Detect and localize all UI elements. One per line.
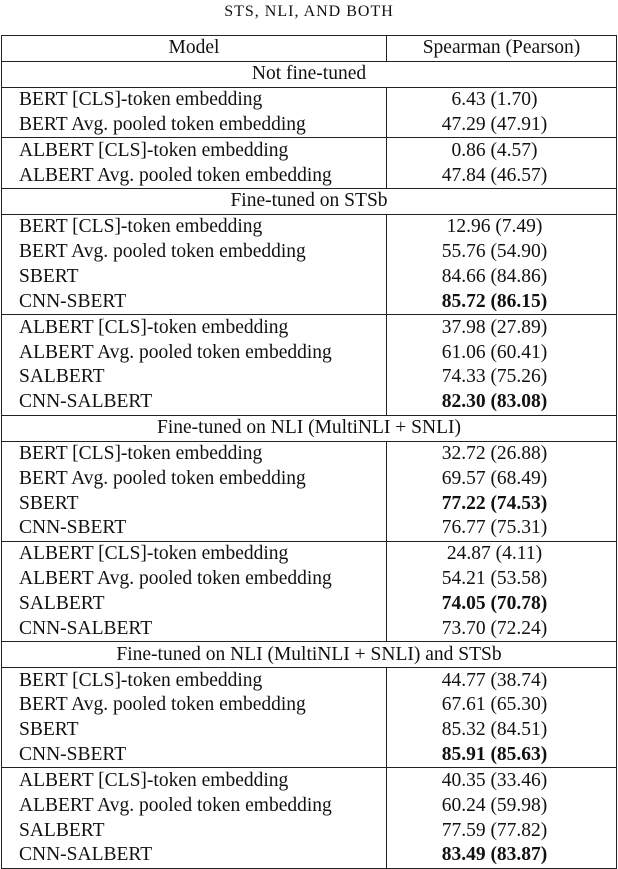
table-row [2, 793, 617, 818]
score-value: 82.30 (83.08) [387, 390, 617, 415]
table-row [2, 768, 617, 793]
score-value: 47.29 (47.91) [387, 113, 617, 138]
table-row [2, 441, 617, 466]
model-name: ALBERT Avg. pooled token embedding [2, 567, 387, 592]
table-row [2, 289, 617, 314]
table-row [2, 693, 617, 718]
table-row [2, 541, 617, 566]
score-value: 37.98 (27.89) [387, 315, 617, 340]
score-value: 84.66 (84.86) [387, 265, 617, 290]
model-name: BERT [CLS]-token embedding [2, 441, 387, 466]
table-row [2, 567, 617, 592]
score-value: 69.57 (68.49) [387, 466, 617, 491]
table-row [2, 491, 617, 516]
score-value: 73.70 (72.24) [387, 616, 617, 641]
score-value: 40.35 (33.46) [387, 768, 617, 793]
table-row [2, 315, 617, 340]
model-name: SBERT [2, 265, 387, 290]
score-value: 60.24 (59.98) [387, 793, 617, 818]
model-name: CNN-SALBERT [2, 390, 387, 415]
table-row [2, 163, 617, 188]
model-name: CNN-SALBERT [2, 616, 387, 641]
model-name: ALBERT Avg. pooled token embedding [2, 163, 387, 188]
model-name: BERT [CLS]-token embedding [2, 87, 387, 112]
table-row [2, 668, 617, 693]
table-row [2, 265, 617, 290]
table-row [2, 365, 617, 390]
score-value: 83.49 (83.87) [387, 843, 617, 868]
score-value: 76.77 (75.31) [387, 516, 617, 541]
section-title: Fine-tuned on NLI (MultiNLI + SNLI) [2, 415, 617, 441]
table-row [2, 390, 617, 415]
header-model: Model [2, 36, 387, 62]
score-value: 74.05 (70.78) [387, 592, 617, 617]
model-name: BERT [CLS]-token embedding [2, 214, 387, 239]
header-row [2, 36, 617, 62]
table-row [2, 516, 617, 541]
table-row [2, 138, 617, 163]
model-name: BERT [CLS]-token embedding [2, 668, 387, 693]
section-header-row [2, 61, 617, 87]
model-name: CNN-SBERT [2, 743, 387, 768]
table-row [2, 113, 617, 138]
model-name: ALBERT [CLS]-token embedding [2, 315, 387, 340]
table-row [2, 240, 617, 265]
table-row [2, 340, 617, 365]
table-caption: STS, NLI, AND BOTH [224, 3, 394, 20]
table-row [2, 843, 617, 868]
model-name: ALBERT [CLS]-token embedding [2, 768, 387, 793]
score-value: 0.86 (4.57) [387, 138, 617, 163]
model-name: BERT Avg. pooled token embedding [2, 693, 387, 718]
model-name: SALBERT [2, 365, 387, 390]
model-name: SALBERT [2, 592, 387, 617]
score-value: 67.61 (65.30) [387, 693, 617, 718]
model-name: ALBERT [CLS]-token embedding [2, 541, 387, 566]
score-value: 6.43 (1.70) [387, 87, 617, 112]
table-row [2, 616, 617, 641]
table-row [2, 718, 617, 743]
score-value: 55.76 (54.90) [387, 240, 617, 265]
header-score: Spearman (Pearson) [387, 36, 617, 62]
score-value: 12.96 (7.49) [387, 214, 617, 239]
score-value: 77.22 (74.53) [387, 491, 617, 516]
table-row [2, 87, 617, 112]
score-value: 61.06 (60.41) [387, 340, 617, 365]
model-name: SBERT [2, 718, 387, 743]
results-table [1, 35, 617, 869]
score-value: 85.32 (84.51) [387, 718, 617, 743]
score-value: 77.59 (77.82) [387, 818, 617, 843]
model-name: CNN-SBERT [2, 289, 387, 314]
section-title: Not fine-tuned [2, 61, 617, 87]
section-title: Fine-tuned on NLI (MultiNLI + SNLI) and STSb [2, 642, 617, 668]
score-value: 85.72 (86.15) [387, 289, 617, 314]
section-header-row [2, 189, 617, 215]
score-value: 47.84 (46.57) [387, 163, 617, 188]
section-title: Fine-tuned on STSb [2, 189, 617, 215]
model-name: CNN-SALBERT [2, 843, 387, 868]
model-name: ALBERT [CLS]-token embedding [2, 138, 387, 163]
table-row [2, 818, 617, 843]
section-header-row [2, 642, 617, 668]
table-row [2, 592, 617, 617]
model-name: SALBERT [2, 818, 387, 843]
score-value: 74.33 (75.26) [387, 365, 617, 390]
model-name: ALBERT Avg. pooled token embedding [2, 793, 387, 818]
score-value: 24.87 (4.11) [387, 541, 617, 566]
score-value: 85.91 (85.63) [387, 743, 617, 768]
model-name: ALBERT Avg. pooled token embedding [2, 340, 387, 365]
score-value: 54.21 (53.58) [387, 567, 617, 592]
score-value: 44.77 (38.74) [387, 668, 617, 693]
table-row [2, 743, 617, 768]
table-row [2, 214, 617, 239]
score-value: 32.72 (26.88) [387, 441, 617, 466]
table-row [2, 466, 617, 491]
model-name: BERT Avg. pooled token embedding [2, 113, 387, 138]
section-header-row [2, 415, 617, 441]
model-name: BERT Avg. pooled token embedding [2, 466, 387, 491]
model-name: SBERT [2, 491, 387, 516]
model-name: BERT Avg. pooled token embedding [2, 240, 387, 265]
model-name: CNN-SBERT [2, 516, 387, 541]
